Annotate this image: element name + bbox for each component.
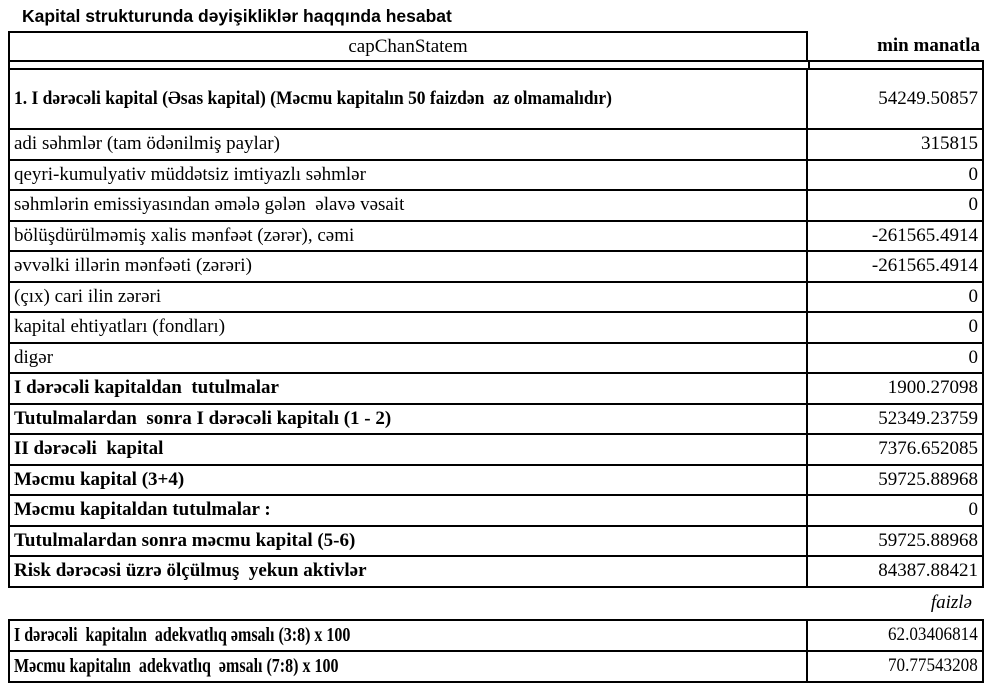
table-row [10, 464, 982, 495]
table-row [10, 311, 982, 342]
row-label: Məcmu kapitaldan tutulmalar : [14, 499, 271, 521]
row-value-cell [808, 344, 982, 373]
row-label-cell [10, 130, 808, 159]
row-label-cell [10, 222, 808, 251]
row-value-cell [808, 557, 982, 586]
row-value-cell [808, 283, 982, 312]
table-row [10, 281, 982, 312]
table-row [10, 250, 982, 281]
row-label: əvvəlki illərin mənfəəti (zərəri) [14, 255, 252, 277]
table-row [10, 372, 982, 403]
row-label: Məcmu kapital (3+4) [14, 468, 185, 490]
row-value-cell [808, 191, 982, 220]
row-value-cell [808, 70, 982, 128]
row-value-cell [808, 527, 982, 556]
row-value: 0 [968, 194, 978, 216]
table-row [10, 555, 982, 586]
row-value-cell [808, 405, 982, 434]
row-value: 70.77543208 [888, 655, 978, 676]
capital-structure-report [8, 31, 984, 683]
row-value: 54249.50857 [878, 88, 978, 109]
row-value: 0 [968, 316, 978, 338]
row-value-cell [808, 313, 982, 342]
percent-unit-label: faizlə [930, 592, 972, 613]
row-label-cell [10, 527, 808, 556]
row-value-cell [808, 374, 982, 403]
row-value-cell [808, 496, 982, 525]
row-label-cell [10, 621, 808, 650]
row-value-cell [808, 252, 982, 281]
row-value-cell [808, 652, 982, 681]
row-value: -261565.4914 [871, 224, 978, 246]
table-row [10, 159, 982, 190]
row-label-cell [10, 191, 808, 220]
row-label-cell [10, 161, 808, 190]
row-label-cell [10, 252, 808, 281]
row-label-cell [10, 496, 808, 525]
row-label: Məcmu kapitalın adekvatlıq əmsalı (7:8) x 100 [14, 654, 339, 677]
row-value: 84387.88421 [878, 560, 978, 582]
table-row [10, 433, 982, 464]
page-title: Kapital strukturunda dəyişikliklər haqqında hesabat [22, 6, 452, 26]
row-value-cell [808, 222, 982, 251]
row-label: II dərəcəli kapital [14, 438, 164, 460]
row-value-cell [808, 621, 982, 650]
statement-code-header-cell: capChanStatem [8, 31, 808, 60]
row-label: kapital ehtiyatları (fondları) [14, 316, 226, 338]
spacer-left-cell [10, 62, 810, 68]
row-label: Tutulmalardan sonra I dərəcəli kapitalı (1 - 2) [14, 407, 392, 429]
row-label: digər [14, 346, 54, 368]
row-value: 1900.27098 [887, 377, 978, 399]
row-value: 59725.88968 [878, 468, 978, 490]
row-value: 0 [968, 346, 978, 368]
table-row [10, 70, 982, 128]
row-label-cell [10, 374, 808, 403]
row-label-cell [10, 70, 808, 128]
row-value-cell [808, 466, 982, 495]
table-row [10, 342, 982, 373]
table-row [10, 128, 982, 159]
adequacy-ratio-table [8, 619, 984, 683]
row-label: I dərəcəli kapitaldan tutulmalar [14, 377, 279, 399]
row-label: qeyri-kumulyativ müddətsiz imtiyazlı səhmlər [14, 163, 366, 185]
row-label-cell [10, 652, 808, 681]
row-value: 0 [968, 499, 978, 521]
row-label: (çıx) cari ilin zərəri [14, 285, 162, 307]
row-label: səhmlərin emissiyasından əmələ gələn əlavə vəsait [14, 194, 405, 216]
row-value-cell [808, 435, 982, 464]
table-row [10, 494, 982, 525]
row-label: 1. I dərəcəli kapital (Əsas kapital) (Məcmu kapitalın 50 faizdən az olmamalıdır) [14, 88, 612, 109]
main-table [8, 68, 984, 588]
row-label: I dərəcəli kapitalın adekvatlıq əmsalı (3:8) x 100 [14, 623, 351, 646]
row-value: 52349.23759 [878, 407, 978, 429]
unit-header-cell: min manatla [877, 35, 980, 56]
row-value-cell [808, 130, 982, 159]
table-row [10, 220, 982, 251]
row-label-cell [10, 435, 808, 464]
table-row [10, 189, 982, 220]
row-value: 315815 [921, 133, 978, 155]
row-value: 59725.88968 [878, 529, 978, 551]
row-label: bölüşdürülməmiş xalis mənfəət (zərər), cəmi [14, 224, 355, 246]
row-label-cell [10, 466, 808, 495]
row-label-cell [10, 405, 808, 434]
row-label-cell [10, 557, 808, 586]
row-label: adi səhmlər (tam ödənilmiş paylar) [14, 133, 280, 155]
row-value: 0 [968, 285, 978, 307]
row-value-cell [808, 161, 982, 190]
row-label-cell [10, 313, 808, 342]
row-value: 0 [968, 163, 978, 185]
row-label: Risk dərəcəsi üzrə ölçülmuş yekun aktivlər [14, 560, 367, 582]
row-label: Tutulmalardan sonra məcmu kapital (5-6) [14, 529, 356, 551]
row-label-cell [10, 283, 808, 312]
row-value: 62.03406814 [888, 624, 978, 645]
table-row [10, 650, 982, 681]
table-row [10, 621, 982, 650]
row-value: 7376.652085 [878, 438, 978, 460]
table-row [10, 525, 982, 556]
row-value: -261565.4914 [871, 255, 978, 277]
table-header-row [8, 31, 984, 62]
row-label-cell [10, 344, 808, 373]
table-row [10, 403, 982, 434]
